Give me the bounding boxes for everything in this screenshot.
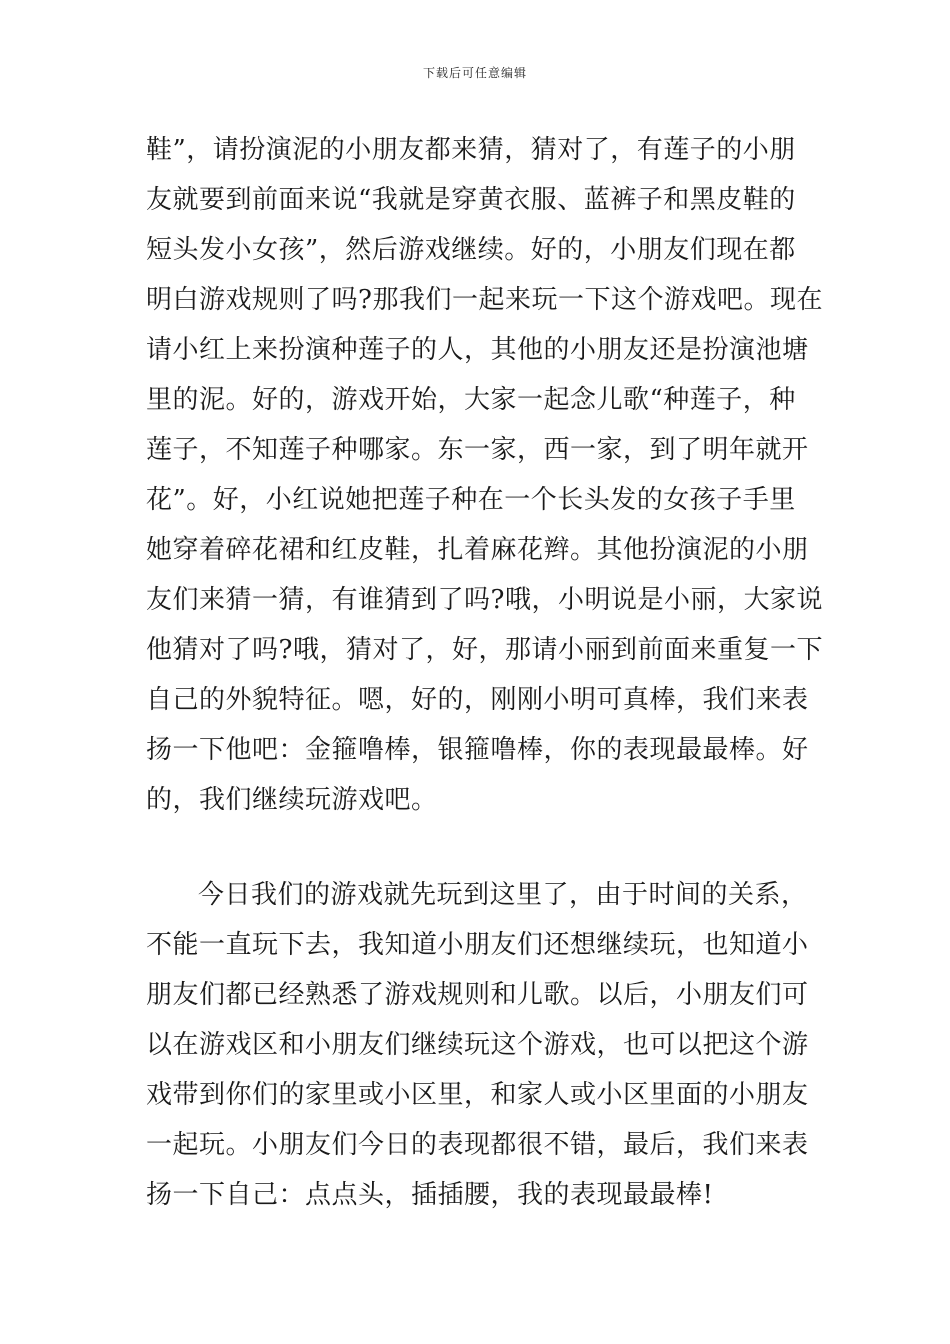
text-line: 友们来猜一猜，有谁猜到了吗?哦，小明说是小丽，大家说 [146, 585, 823, 615]
paragraph-2 [146, 870, 816, 1220]
text-line: 一起玩。小朋友们今日的表现都很不错，最后，我们来表 [146, 1130, 809, 1160]
text-line: 他猜对了吗?哦，猜对了，好，那请小丽到前面来重复一下 [146, 635, 823, 665]
text-line: 鞋”，请扮演泥的小朋友都来猜，猜对了，有莲子的小朋 [146, 135, 796, 165]
text-line: 明白游戏规则了吗?那我们一起来玩一下这个游戏吧。现在 [146, 285, 823, 315]
text-line: 莲子，不知莲子种哪家。东一家，西一家，到了明年就开 [146, 435, 809, 465]
text-line: 以在游戏区和小朋友们继续玩这个游戏，也可以把这个游 [146, 1030, 809, 1060]
text-line: 的，我们继续玩游戏吧。 [146, 785, 438, 815]
header-note: 下载后可任意编辑 [422, 66, 527, 80]
text-line: 不能一直玩下去，我知道小朋友们还想继续玩，也知道小 [146, 930, 809, 960]
text-line: 她穿着碎花裙和红皮鞋，扎着麻花辫。其他扮演泥的小朋 [146, 535, 809, 565]
text-line: 扬一下他吧：金箍噜棒，银箍噜棒，你的表现最最棒。好 [146, 735, 809, 765]
text-line: 友就要到前面来说“我就是穿黄衣服、蓝裤子和黑皮鞋的 [146, 185, 796, 215]
text-line: 扬一下自己：点点头，插插腰，我的表现最最棒! [146, 1180, 714, 1210]
text-line: 请小红上来扮演种莲子的人，其他的小朋友还是扮演池塘 [146, 335, 809, 365]
paragraph-1 [146, 125, 823, 825]
text-line: 花”。好，小红说她把莲子种在一个长头发的女孩子手里 [146, 485, 796, 515]
text-line: 朋友们都已经熟悉了游戏规则和儿歌。以后，小朋友们可 [146, 980, 809, 1010]
text-line: 短头发小女孩”，然后游戏继续。好的，小朋友们现在都 [146, 235, 796, 265]
text-line: 戏带到你们的家里或小区里，和家人或小区里面的小朋友 [146, 1080, 809, 1110]
text-line: 里的泥。好的，游戏开始，大家一起念儿歌“种莲子，种 [146, 385, 796, 415]
text-line: 自己的外貌特征。嗯，好的，刚刚小明可真棒，我们来表 [146, 685, 809, 715]
text-line: 今日我们的游戏就先玩到这里了，由于时间的关系， [198, 880, 808, 910]
